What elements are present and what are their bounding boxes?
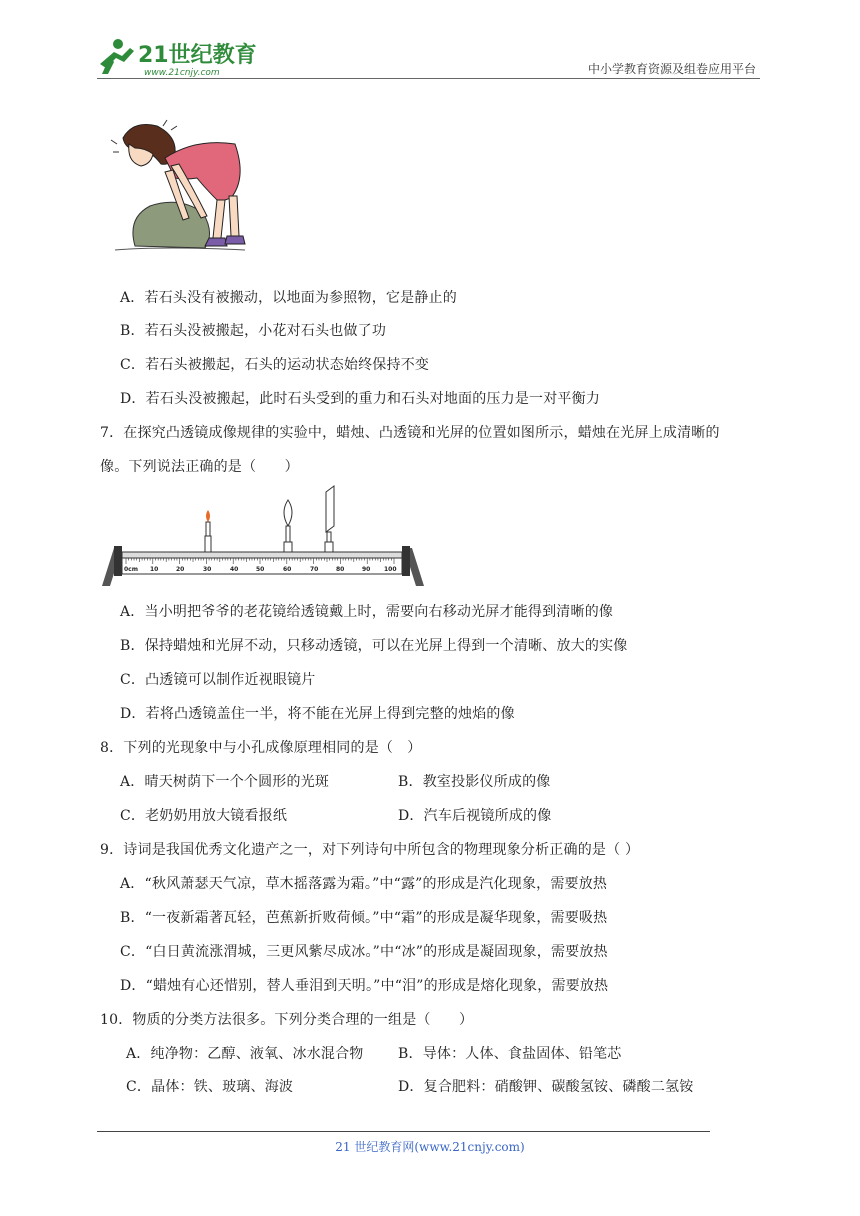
q10-option-c: C．晶体：铁、玻璃、海波 xyxy=(126,1079,294,1095)
girl-lifting-rock-illustration xyxy=(105,118,255,258)
logo-url: www.21cnjy.com xyxy=(144,68,220,78)
q7-option-d: D．若将凸透镜盖住一半，将不能在光屏上得到完整的烛焰的像 xyxy=(120,706,515,722)
q8-option-c: C．老奶奶用放大镜看报纸 xyxy=(120,808,288,824)
header-platform-text: 中小学教育资源及组卷应用平台 xyxy=(587,62,756,76)
tick-label: 10 xyxy=(150,566,159,573)
site-logo xyxy=(92,34,262,78)
tick-label: 50 xyxy=(256,566,265,573)
q6-option-d: D．若石头没被搬起，此时石头受到的重力和石头对地面的压力是一对平衡力 xyxy=(120,391,601,407)
candle xyxy=(205,510,211,552)
tick-label: 90 xyxy=(362,566,371,573)
q9-stem: 9．诗词是我国优秀文化遗产之一，对下列诗句中所包含的物理现象分析正确的是（ ） xyxy=(100,842,640,858)
q7-option-a: A．当小明把爷爷的老花镜给透镜戴上时，需要向右移动光屏才能得到清晰的像 xyxy=(120,604,614,620)
q7-stem-line1: 7．在探究凸透镜成像规律的实验中，蜡烛、凸透镜和光屏的位置如图所示，蜡烛在光屏上成清晰的 xyxy=(100,425,720,441)
q6-option-c: C．若石头被搬起，石头的运动状态始终保持不变 xyxy=(120,357,430,373)
tick-label: 100 xyxy=(384,566,397,573)
q10-stem: 10．物质的分类方法很多。下列分类合理的一组是（ ） xyxy=(100,1012,474,1028)
light-screen xyxy=(325,486,334,552)
q10-option-d: D．复合肥料：硝酸钾、碳酸氢铵、磷酸二氢铵 xyxy=(398,1079,694,1095)
tick-label: 60 xyxy=(283,566,292,573)
q9-option-c: C．“白日黄流涨渭城，三更风紫尽成冰。”中“冰”的形成是凝固现象，需要放热 xyxy=(120,944,608,960)
q6-option-a: A．若石头没有被搬动，以地面为参照物，它是静止的 xyxy=(120,290,457,306)
q9-option-d: D．“蜡烛有心还惜别，替人垂泪到天明。”中“泪”的形成是熔化现象，需要放热 xyxy=(120,978,609,994)
tick-label: 40 xyxy=(230,566,239,573)
q7-option-b: B．保持蜡烛和光屏不动，只移动透镜，可以在光屏上得到一个清晰、放大的实像 xyxy=(120,638,628,654)
q8-option-d: D．汽车后视镜所成的像 xyxy=(398,808,552,824)
tick-label: 20 xyxy=(176,566,185,573)
q10-option-a: A．纯净物：乙醇、液氧、冰水混合物 xyxy=(126,1046,364,1062)
q7-option-c: C．凸透镜可以制作近视眼镜片 xyxy=(120,672,316,688)
tick-label: 80 xyxy=(336,566,345,573)
q8-option-a: A．晴天树荫下一个个圆形的光斑 xyxy=(120,774,330,790)
tick-label: 70 xyxy=(310,566,319,573)
q6-option-b: B．若石头没被搬起，小花对石头也做了功 xyxy=(120,323,387,339)
convex-lens xyxy=(284,500,292,552)
footer-divider xyxy=(97,1131,710,1132)
logo-text: 21世纪教育 xyxy=(138,43,257,68)
header-divider xyxy=(97,78,760,79)
footer-link[interactable]: 21 世纪教育网(www.21cnjy.com) xyxy=(335,1140,525,1154)
q8-stem: 8．下列的光现象中与小孔成像原理相同的是（ ） xyxy=(100,740,422,756)
tick-label: 0cm xyxy=(124,566,138,573)
tick-label: 30 xyxy=(203,566,212,573)
optical-bench-figure xyxy=(98,482,428,592)
q7-stem-line2: 像。下列说法正确的是（ ） xyxy=(100,459,299,475)
q9-option-b: B．“一夜新霜著瓦轻，芭蕉新折败荷倾。”中“霜”的形成是凝华现象，需要吸热 xyxy=(120,910,608,926)
q10-option-b: B．导体：人体、食盐固体、铅笔芯 xyxy=(398,1046,622,1062)
q8-option-b: B．教室投影仪所成的像 xyxy=(398,774,551,790)
q9-option-a: A．“秋风萧瑟天气凉，草木摇落露为霜。”中“露”的形成是汽化现象，需要放热 xyxy=(120,876,608,892)
